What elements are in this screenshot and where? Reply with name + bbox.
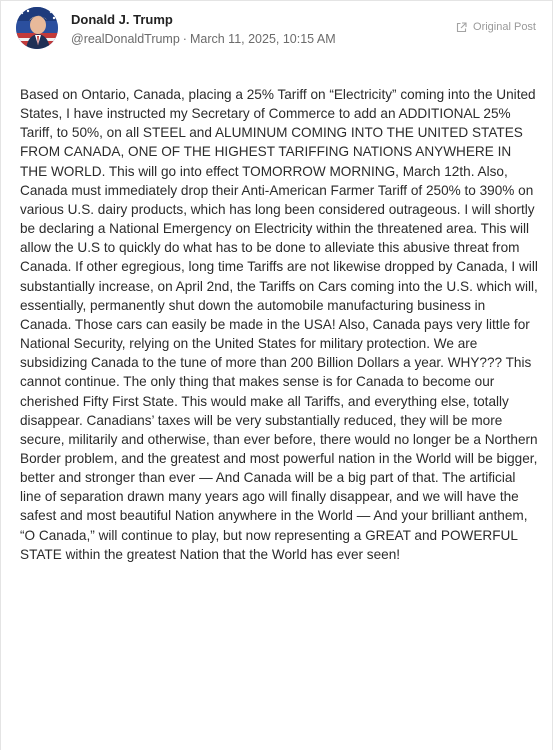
author-name[interactable]: Donald J. Trump: [71, 12, 173, 27]
post-header: [1, 1, 552, 61]
external-link-icon: [456, 22, 467, 33]
original-post-label: Original Post: [473, 21, 536, 33]
avatar[interactable]: [16, 7, 58, 49]
post-meta: [71, 32, 336, 46]
post-body: Based on Ontario, Canada, placing a 25% Tariff on “Electricity” coming into the United States, I have instructed my Secretary of Commerce to add an ADDITIONAL 25% Tariff, to 50%, on all STEEL and ALUMINUM COMING INTO THE UNITED STATES FROM CANADA, ONE OF THE HIGHEST TARIFFING NATIONS ANYWHERE IN THE WORLD. This will go into effect TOMORROW MORNING, March 12th. Also, Canada must immediately drop their Anti-American Farmer Tariff of 250% to 390% on various U.S. dairy products, which has long been considered outrageous. I will shortly be declaring a National Emergency on Electricity within the threatened area. This will allow the U.S to quickly do what has to be done to alleviate this abusive threat from Canada. If other egregious, long time Tariffs are not likewise dropped by Canada, I will substantially increase, on April 2nd, the Tariffs on Cars coming into the U.S. which will, essentially, permanently shut down the automobile manufacturing business in Canada. Those cars can easily be made in the USA! Also, Canada pays very little for National Security, relying on the United States for military protection. We are subsidizing Canada to the tune of more than 200 Billion Dollars a year. WHY??? This cannot continue. The only thing that makes sense is for Canada to become our cherished Fifty First State. This would make all Tariffs, and everything else, totally disappear. Canadians’ taxes will be very substantially reduced, they will be more secure, militarily and otherwise, than ever before, there would no longer be a Northern Border problem, and the greatest and most powerful nation in the World will be bigger, better and stronger than ever — And Canada will be a big part of that. The artificial line of separation drawn many years ago will finally disappear, and we will have the safest and most beautiful Nation anywhere in the World — And your brilliant anthem, “O Canada,” will continue to play, but now representing a GREAT and POWERFUL STATE within the greatest Nation that the World has ever seen!: [20, 87, 538, 562]
meta-separator: ·: [182, 32, 187, 46]
original-post-link[interactable]: [456, 21, 536, 33]
avatar-image: [16, 7, 58, 49]
post-timestamp[interactable]: March 11, 2025, 10:15 AM: [189, 32, 336, 46]
author-handle[interactable]: @realDonaldTrump: [71, 32, 180, 46]
